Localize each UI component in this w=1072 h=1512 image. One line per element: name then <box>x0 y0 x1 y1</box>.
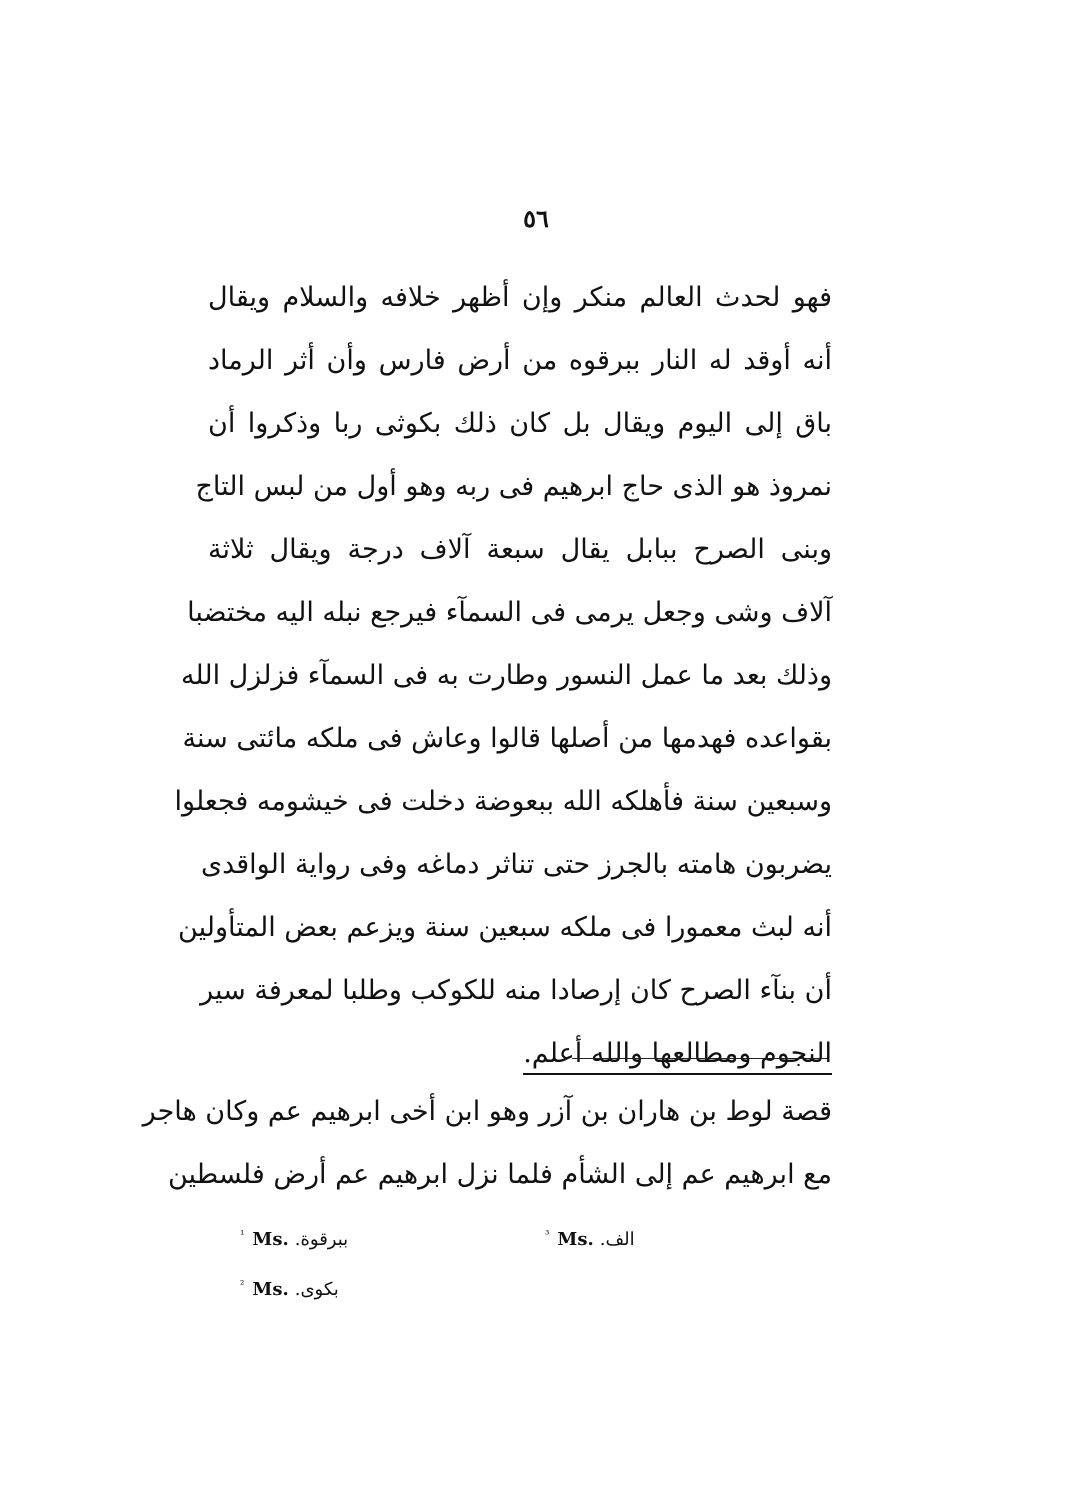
text-line-12: أن بنآء الصرح كان إرصادا منه للكوكب وطلبا لمعرفة سير <box>200 975 832 1006</box>
text-line-6: آلاف وشى وجعل يرمى فى السمآء فيرجع نبله اليه مختضبا <box>187 597 832 628</box>
section-divider <box>572 1058 828 1059</box>
footnote-marker: ² <box>240 1278 245 1291</box>
text-line-7: وذلك بعد ما عمل النسور وطارت به فى السمآء فزلزل الله <box>180 660 832 691</box>
footnote-variant: الف. <box>599 1229 635 1250</box>
footnote-ms-label: Ms. <box>557 1229 594 1250</box>
section-lot-story <box>142 1080 832 1206</box>
footnote-3 <box>545 1228 635 1250</box>
text-line-11: أنه لبث معمورا فى ملكه سبعين سنة ويزعم بعض المتأولين <box>178 912 832 943</box>
footnote-ms-label: Ms. <box>252 1279 289 1300</box>
text-line-2: أنه أوقد له النار ببرقوه من أرض فارس وأن أثر الرماد <box>208 345 832 376</box>
text-line-10: يضربون هامته بالجرز حتى تناثر دماغه وفى رواية الواقدى <box>200 849 832 880</box>
section-line-1: قصة لوط بن هاران بن آزر وهو ابن أخى ابرهيم عم وكان هاجر <box>142 1096 832 1127</box>
footnote-ms-label: Ms. <box>252 1229 289 1250</box>
text-line-4: نمروذ هو الذى حاج ابرهيم فى ربه وهو أول من لبس التاج <box>195 471 832 502</box>
text-line-13 <box>208 1022 832 1085</box>
main-text-block <box>174 266 832 1085</box>
footnotes <box>0 1220 1072 1340</box>
footnote-marker: ¹ <box>240 1228 245 1241</box>
text-line-1: فهو لحدث العالم منكر وإن أظهر خلافه والسلام ويقال <box>208 282 832 313</box>
text-line-8: بقواعده فهدمها من أصلها قالوا وعاش فى ملكه مائتى سنة <box>182 723 832 754</box>
text-line-5: وبنى الصرح ببابل يقال سبعة آلاف درجة ويقال ثلاثة <box>208 534 832 565</box>
footnote-marker: ³ <box>545 1228 550 1241</box>
closing-phrase: النجوم ومطالعها والله أعلم. <box>523 1038 832 1075</box>
page-number: ٥٦ <box>523 204 549 233</box>
footnote-variant: ببرقوة. <box>294 1229 349 1250</box>
footnote-1 <box>240 1228 348 1250</box>
footnote-2 <box>240 1278 339 1300</box>
text-line-9: وسبعين سنة فأهلكه الله ببعوضة دخلت فى خيشومه فجعلوا <box>174 786 832 817</box>
text-line-3: باق إلى اليوم ويقال بل كان ذلك بكوثى ربا وذكروا أن <box>208 408 832 439</box>
section-line-2: مع ابرهيم عم إلى الشأم فلما نزل ابرهيم عم أرض فلسطين <box>167 1159 832 1190</box>
footnote-variant: بكوى. <box>294 1279 339 1300</box>
